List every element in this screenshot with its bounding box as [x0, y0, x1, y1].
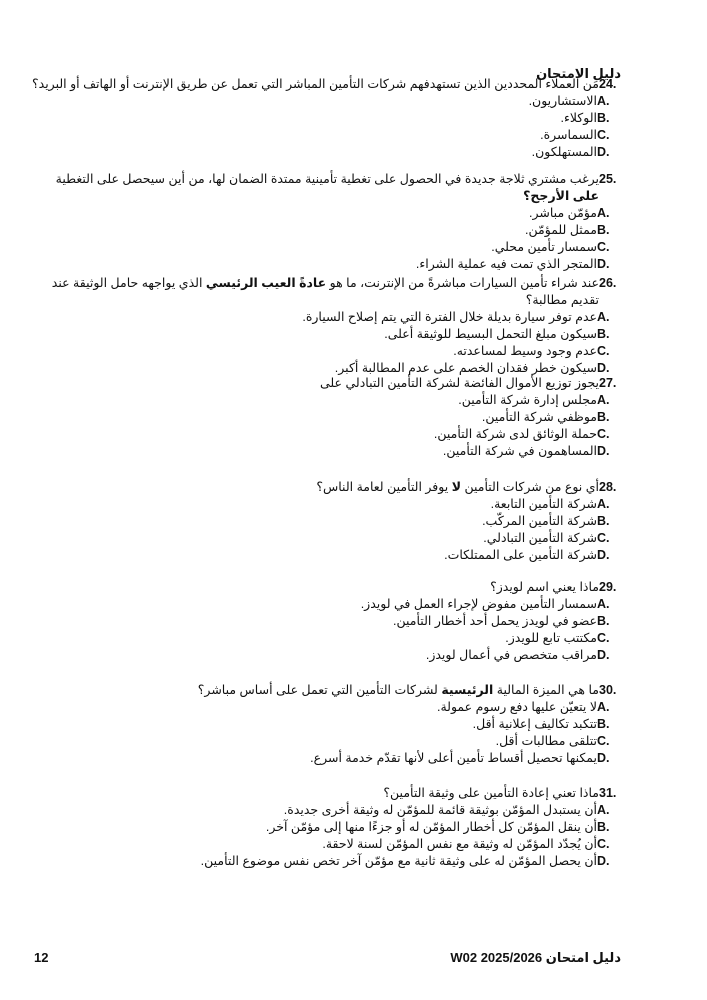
option-text: تتلقى مطالبات أقل.: [495, 734, 597, 748]
option-text: أن يُجدّد المؤمّن له وثيقة مع نفس المؤمّن لسنة لاحقة.: [322, 837, 597, 851]
text-segment: ماذا تعني إعادة التأمين على وثيقة التأمين؟: [383, 786, 599, 800]
text-segment: الذي يواجهه حامل الوثيقة عند تقديم مطالبة؟: [51, 276, 599, 307]
option-c: [30, 426, 627, 443]
text-segment: يجوز توزيع الأموال الفائضة لشركة التأمين التبادلي على: [320, 376, 599, 390]
option-letter: C.: [597, 344, 610, 358]
question-stem: [30, 76, 627, 93]
option-d: [30, 750, 627, 767]
option-letter: D.: [597, 444, 610, 458]
option-text: شركة التأمين التبادلي.: [483, 531, 597, 545]
option-letter: B.: [597, 327, 610, 341]
options-list: [30, 699, 627, 767]
option-text: مجلس إدارة شركة التأمين.: [458, 393, 597, 407]
question-stem: [30, 171, 627, 205]
question-text: [30, 479, 599, 496]
option-c: [30, 530, 627, 547]
option-text: السماسرة.: [540, 128, 597, 142]
option-a: [30, 205, 627, 222]
option-text: الاستشاريون.: [528, 94, 597, 108]
question-number: 25.: [599, 172, 617, 186]
question-25: [30, 171, 627, 273]
page-number: 12: [34, 950, 49, 965]
option-text: عدم توفر سيارة بديلة خلال الفترة التي يتم إصلاح السيارة.: [302, 310, 597, 324]
question-30: [30, 682, 627, 767]
option-text: يمكنها تحصيل أقساط تأمين أعلى لأنها تقدّم خدمة أسرع.: [310, 751, 597, 765]
option-text: سمسار التأمين مفوض لإجراء العمل في لويدز.: [360, 597, 597, 611]
option-letter: D.: [597, 257, 610, 271]
option-a: [30, 596, 627, 613]
option-letter: B.: [597, 514, 610, 528]
footer-doc-label: دليل امتحان 2025/2026 W02: [450, 950, 621, 965]
question-24: [30, 76, 627, 161]
question-text: [30, 375, 599, 392]
option-letter: A.: [597, 393, 610, 407]
options-list: [30, 496, 627, 564]
options-list: [30, 309, 627, 377]
question-stem: [30, 375, 627, 392]
option-a: [30, 496, 627, 513]
option-text: عدم وجود وسيط لمساعدته.: [453, 344, 597, 358]
question-stem: [30, 479, 627, 496]
question-26: [30, 275, 627, 377]
option-text: مكتتب تابع للويدز.: [505, 631, 597, 645]
option-letter: D.: [597, 548, 610, 562]
running-header: دليل الامتحان: [536, 66, 621, 81]
option-c: [30, 630, 627, 647]
option-b: [30, 409, 627, 426]
option-b: [30, 819, 627, 836]
options-list: [30, 392, 627, 460]
question-number: 31.: [599, 786, 617, 800]
option-text: سمسار تأمين محلي.: [491, 240, 597, 254]
option-b: [30, 222, 627, 239]
option-letter: C.: [597, 240, 610, 254]
option-text: ممثل للمؤمّن.: [525, 223, 597, 237]
option-letter: C.: [597, 837, 610, 851]
option-letter: C.: [597, 531, 610, 545]
options-list: [30, 802, 627, 870]
option-d: [30, 853, 627, 870]
question-31: [30, 785, 627, 870]
option-b: [30, 613, 627, 630]
option-letter: A.: [597, 206, 610, 220]
text-segment: أي نوع من شركات التأمين: [461, 480, 599, 494]
option-letter: A.: [597, 310, 610, 324]
option-a: [30, 309, 627, 326]
option-letter: C.: [597, 631, 610, 645]
question-number: 27.: [599, 376, 617, 390]
question-text: [30, 785, 599, 802]
emphasis-text: الرئيسية: [441, 683, 494, 697]
option-d: [30, 443, 627, 460]
option-text: شركة التأمين على الممتلكات.: [444, 548, 597, 562]
question-29: [30, 579, 627, 664]
options-list: [30, 596, 627, 664]
option-letter: A.: [597, 803, 610, 817]
option-text: أن يحصل المؤمّن له على وثيقة ثانية مع مؤمّن آخر تخص نفس موضوع التأمين.: [200, 854, 597, 868]
options-list: [30, 205, 627, 273]
option-letter: B.: [597, 820, 610, 834]
question-stem: [30, 682, 627, 699]
option-text: حملة الوثائق لدى شركة التأمين.: [433, 427, 597, 441]
option-d: [30, 144, 627, 161]
question-text: [30, 275, 599, 309]
option-c: [30, 239, 627, 256]
option-c: [30, 836, 627, 853]
emphasis-text: لا: [451, 480, 462, 494]
question-27: [30, 375, 627, 460]
option-letter: B.: [597, 717, 610, 731]
option-letter: A.: [597, 94, 610, 108]
question-number: 26.: [599, 276, 617, 290]
question-stem: [30, 785, 627, 802]
option-text: تتكبد تكاليف إعلانية أقل.: [472, 717, 597, 731]
option-letter: A.: [597, 497, 610, 511]
option-c: [30, 733, 627, 750]
option-letter: B.: [597, 614, 610, 628]
option-b: [30, 326, 627, 343]
text-segment: لشركات التأمين التي تعمل على أساس مباشر؟: [197, 683, 442, 697]
option-d: [30, 647, 627, 664]
question-text: [30, 171, 599, 205]
option-letter: B.: [597, 410, 610, 424]
option-letter: D.: [597, 648, 610, 662]
option-text: مؤمّن مباشر.: [529, 206, 597, 220]
emphasis-text: عادةً العيب الرئيسي: [205, 276, 327, 290]
question-text: [30, 579, 599, 596]
option-letter: D.: [597, 361, 610, 375]
question-number: 30.: [599, 683, 617, 697]
text-segment: يرغب مشتري ثلاجة جديدة في الحصول على تغطية تأمينية ممتدة الضمان لها، من أين سيحصل على التغطية: [55, 172, 599, 186]
option-letter: B.: [597, 223, 610, 237]
option-c: [30, 343, 627, 360]
option-letter: A.: [597, 700, 610, 714]
options-list: [30, 93, 627, 161]
text-segment: يوفر التأمين لعامة الناس؟: [316, 480, 452, 494]
option-c: [30, 127, 627, 144]
option-text: مراقب متخصص في أعمال لويدز.: [425, 648, 597, 662]
option-text: أن يستبدل المؤمّن بوثيقة قائمة للمؤمّن له وثيقة أخرى جديدة.: [283, 803, 597, 817]
option-a: [30, 699, 627, 716]
text-segment: ماذا يعني اسم لويدز؟: [490, 580, 599, 594]
option-b: [30, 513, 627, 530]
question-28: [30, 479, 627, 564]
option-text: الوكلاء.: [560, 111, 597, 125]
option-text: سيكون مبلغ التحمل البسيط للوثيقة أعلى.: [384, 327, 597, 341]
option-text: المستهلكون.: [531, 145, 597, 159]
option-letter: B.: [597, 111, 610, 125]
emphasis-text: على الأرجح؟: [523, 189, 599, 203]
option-letter: C.: [597, 734, 610, 748]
option-a: [30, 392, 627, 409]
option-d: [30, 256, 627, 273]
option-text: المساهمون في شركة التأمين.: [442, 444, 597, 458]
question-number: 28.: [599, 480, 617, 494]
question-stem: [30, 579, 627, 596]
question-text: [30, 76, 599, 93]
text-segment: عند شراء تأمين السيارات مباشرةً من الإنترنت، ما هو: [326, 276, 599, 290]
option-d: [30, 547, 627, 564]
option-text: أن ينقل المؤمّن كل أخطار المؤمّن له أو جزءًا منها إلى مؤمّن آخر.: [265, 820, 597, 834]
option-letter: C.: [597, 427, 610, 441]
option-letter: D.: [597, 751, 610, 765]
option-text: لا يتعيّن عليها دفع رسوم عمولة.: [436, 700, 597, 714]
question-number: 24.: [599, 77, 617, 91]
option-a: [30, 93, 627, 110]
question-text: [30, 682, 599, 699]
option-text: عضو في لويدز يحمل أحد أخطار التأمين.: [393, 614, 597, 628]
option-b: [30, 110, 627, 127]
option-text: شركة التأمين المركّب.: [482, 514, 597, 528]
question-stem: [30, 275, 627, 309]
option-text: المتجر الذي تمت فيه عملية الشراء.: [415, 257, 597, 271]
option-text: شركة التأمين التابعة.: [490, 497, 597, 511]
text-segment: ما هي الميزة المالية: [493, 683, 599, 697]
option-b: [30, 716, 627, 733]
option-text: سيكون خطر فقدان الخصم على عدم المطالبة أكبر.: [334, 361, 597, 375]
option-letter: A.: [597, 597, 610, 611]
option-a: [30, 802, 627, 819]
text-segment: مَن العملاء المحددين الذين تستهدفهم شركات التأمين المباشر التي تعمل عن طريق الإنترنت أو الهاتف أو البريد؟: [32, 77, 599, 91]
option-letter: D.: [597, 854, 610, 868]
option-letter: D.: [597, 145, 610, 159]
option-text: موظفي شركة التأمين.: [481, 410, 597, 424]
question-number: 29.: [599, 580, 617, 594]
option-letter: C.: [597, 128, 610, 142]
